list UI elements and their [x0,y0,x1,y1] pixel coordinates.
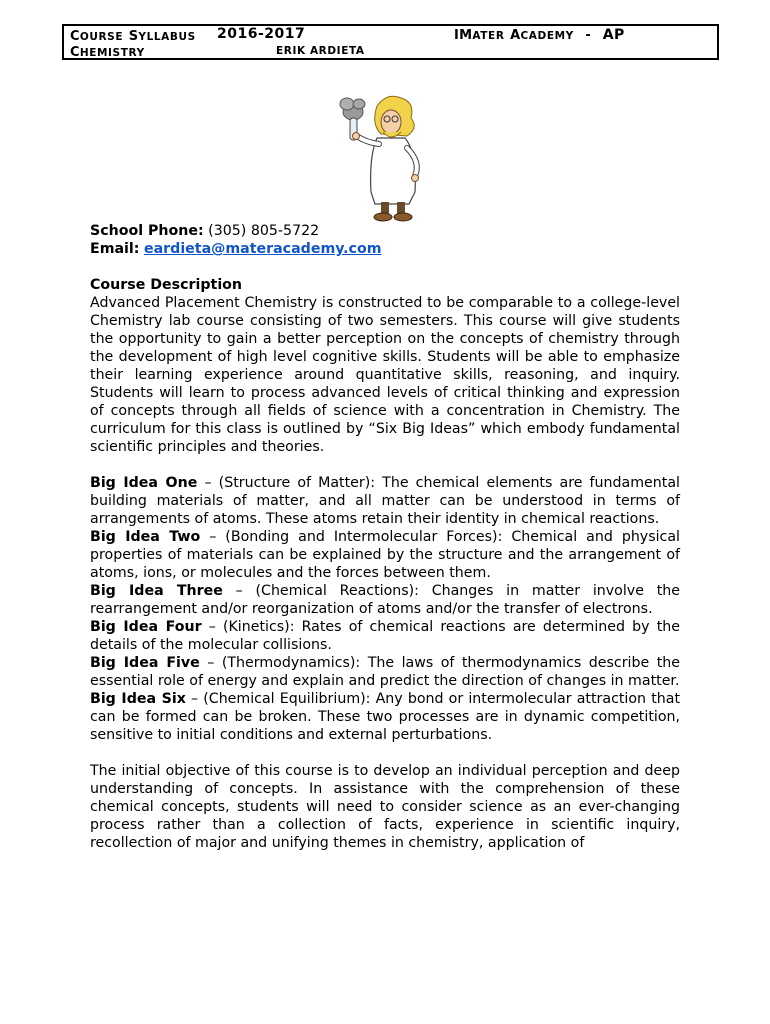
big-idea-one-text: – (Structure of Matter): The chemical elements are fundamental building materials of matter, and all matter can be understood in terms of arrangements of atoms. These atoms retain their identity in chemical reactions. [90,475,680,527]
header-school [454,26,625,44]
big-idea-two-title: Big Idea Two [90,529,201,545]
big-idea-one [90,474,680,528]
big-idea-five-text: – (Thermodynamics): The laws of thermodynamics describe the essential role of energy and explain and predict the direction of changes in matter. [90,655,680,689]
course-description-body: Advanced Placement Chemistry is constructed to be comparable to a college-level Chemistry lab course consisting of two semesters. This course will give students the opportunity to gain a better perception on the concepts of chemistry through the development of high level cognitive skills. Students will be able to emphasize their learning experience around quantitative skills, reasoning, and inquiry. Students will learn to process advanced levels of critical thinking and expression of concepts through all fields of science with a concentration in Chemistry. The curriculum for this class is outlined by “Six Big Ideas” which embody fundamental scientific principles and theories. [90,295,680,455]
course-description-heading [90,276,680,294]
header-years: 2016-2017 [217,26,306,42]
header-a-initial: A [510,28,521,43]
syllabus-header [62,24,719,60]
phone-label: School Phone: [90,223,204,239]
big-idea-three [90,582,680,618]
header-s-initial: S [128,29,139,44]
big-idea-four [90,618,680,654]
header-chem-rest: HEMISTRY [79,47,145,59]
big-idea-three-text: – (Chemical Reactions): Changes in matter involve the rearrangement and/or reorganization of atoms and/or the transfer of electrons. [90,583,680,617]
phone-value: (305) 805-5722 [203,223,320,239]
email-line [90,240,680,258]
objective-paragraph: The initial objective of this course is to develop an individual perception and deep understanding of concepts. In assistance with the comprehension of these chemical concepts, students will need to consider science as an ever-changing process rather than a collection of facts, experience in scientific inquiry, recollection of major and unifying themes in chemistry, application of [90,763,680,851]
header-teacher: ERIK ARDIETA [276,45,365,57]
big-idea-one-title: Big Idea One [90,475,198,491]
header-ap: AP [602,27,625,43]
big-idea-three-title: Big Idea Three [90,583,223,599]
big-idea-two-text: – (Bonding and Intermolecular Forces): Chemical and physical properties of materials can be explained by the structure and the arrangement of atoms, ions, or molecules and the forces between them. [90,529,680,581]
header-course-rest: OURSE [79,31,124,43]
syllabus-body [90,222,680,852]
scientist-cartoon-icon [335,92,433,224]
header-syllabus-rest: YLLABUS [138,31,196,43]
big-idea-six-text: – (Chemical Equilibrium): Any bond or intermolecular attraction that can be formed can be broken. These two processes are in dynamic competition, sensitive to initial conditions and external perturbations. [90,691,681,743]
header-chem-initial: C [70,45,80,60]
big-idea-four-text: – (Kinetics): Rates of chemical reactions are determined by the details of the molecular collisions. [90,619,680,653]
big-idea-six-title: Big Idea Six [90,691,186,707]
email-link[interactable]: eardieta@materacademy.com [143,241,382,257]
header-dash: - [585,28,592,43]
header-subject [70,43,145,61]
header-im: IM [454,28,473,43]
big-idea-five [90,654,680,690]
course-description-heading-text: Course Description [90,277,243,293]
phone-line [90,222,680,240]
big-idea-two [90,528,680,582]
header-c-initial: C [70,29,80,44]
big-idea-five-title: Big Idea Five [90,655,200,671]
big-idea-six [90,690,680,744]
header-ater: ATER [472,30,505,42]
header-academy-rest: CADEMY [520,30,574,42]
big-idea-four-title: Big Idea Four [90,619,202,635]
email-label: Email: [90,241,140,257]
